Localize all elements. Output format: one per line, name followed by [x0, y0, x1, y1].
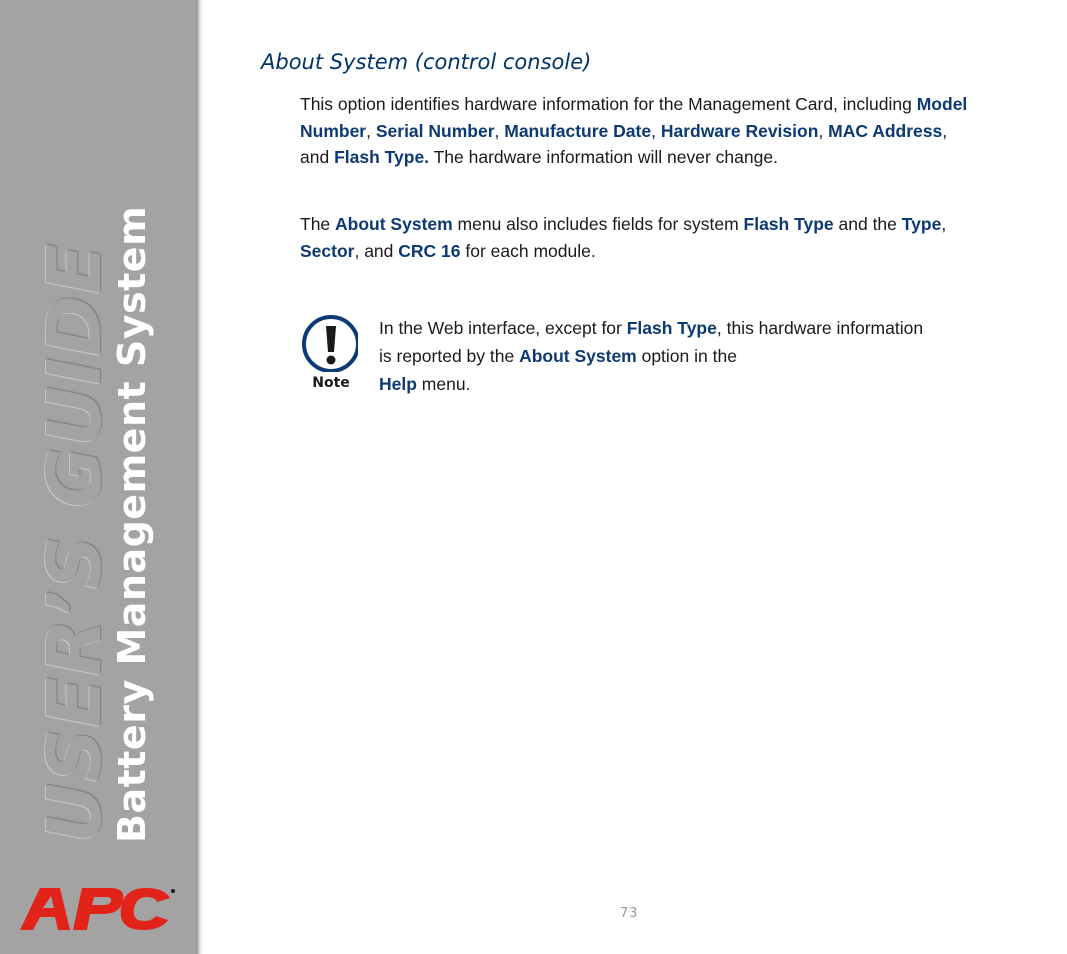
term-sector: Sector: [300, 240, 355, 261]
text-run: This option identifies hardware information for the Management Card, including: [300, 94, 917, 114]
sidebar-edge: [196, 0, 202, 954]
term-mac-address: MAC Address: [828, 120, 943, 141]
term-about-system: About System: [335, 214, 453, 234]
paragraph-about-system-menu: [300, 211, 970, 264]
text-run: The hardware information will never change.: [429, 147, 778, 167]
product-subtitle: Battery Management System: [110, 205, 154, 843]
term-about-system: About System: [519, 346, 637, 366]
note-exclamation-icon: [300, 314, 358, 399]
note-label: Note: [312, 375, 350, 391]
term-manufacture-date: Manufacture Date: [504, 120, 652, 141]
term-help: Help: [379, 374, 417, 394]
text-run: ,: [818, 120, 829, 141]
term-model-number: Model Number: [300, 94, 968, 141]
text-run: menu.: [416, 374, 471, 394]
text-run: option in the: [636, 346, 737, 366]
text-run: , and: [354, 240, 399, 261]
apc-logo: [18, 884, 178, 937]
paragraph-hardware-info: [300, 91, 970, 171]
users-guide-title: USER’S GUIDE: [32, 242, 118, 843]
text-run: , and: [300, 120, 948, 167]
text-run: menu also includes fields for system: [452, 214, 744, 234]
term-flash-type: Flash Type: [626, 318, 717, 338]
section-title: About System (control console): [261, 50, 592, 74]
text-run: for each module.: [460, 240, 596, 261]
term-hardware-revision: Hardware Revision: [660, 120, 819, 141]
text-run: ,: [651, 120, 661, 141]
text-run: , this hardware information is reported by the: [379, 318, 924, 366]
page-number: 73: [620, 906, 639, 921]
text-run: ,: [366, 120, 376, 141]
term-type: Type: [901, 214, 942, 234]
term-serial-number: Serial Number: [375, 120, 495, 141]
term-flash-type: Flash Type: [743, 214, 834, 234]
text-run: ,: [941, 214, 947, 234]
term-flash-type: Flash Type.: [334, 147, 430, 167]
note-text: [379, 314, 939, 398]
term-crc16: CRC 16: [398, 240, 461, 261]
text-run: In the Web interface, except for: [379, 318, 627, 338]
text-run: and the: [833, 214, 902, 234]
text-run: The: [300, 214, 336, 234]
text-run: ,: [494, 120, 505, 141]
